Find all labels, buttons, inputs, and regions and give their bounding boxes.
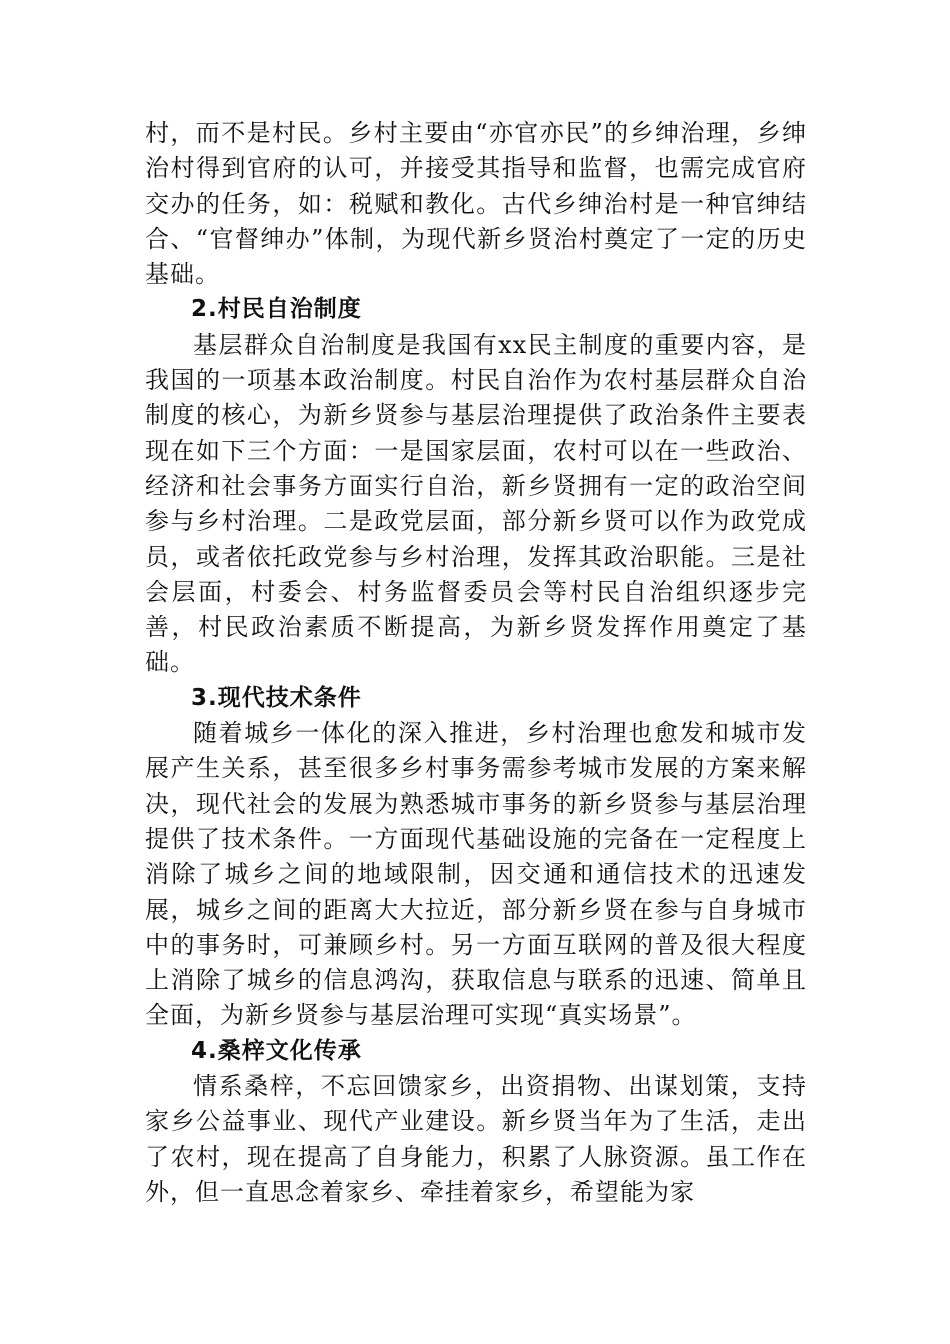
paragraph-villager-autonomy: 基层群众自治制度是我国有xx民主制度的重要内容，是我国的一项基本政治制度。村民自治作为农村基层群众自治制度的核心，为新乡贤参与基层治理提供了政治条件主要表现在如下三个方面：一是国家层面，农村可以在一些政治、经济和社会事务方面实行自治，新乡贤拥有一定的政治空间参与乡村治理。二是政党层面，部分新乡贤可以作为政党成员，或者依托政党参与乡村治理，发挥其政治职能。三是社会层面，村委会、村务监督委员会等村民自治组织逐步完善，村民政治素质不断提高，为新乡贤发挥作用奠定了基础。 <box>145 330 807 677</box>
paragraph-modern-technology: 随着城乡一体化的深入推进，乡村治理也愈发和城市发展产生关系，甚至很多乡村事务需参考城市发展的方案来解决，现代社会的发展为熟悉城市事务的新乡贤参与基层治理提供了技术条件。一方面现代基础设施的完备在一定程度上消除了城乡之间的地域限制，因交通和通信技术的迅速发展，城乡之间的距离大大拉近，部分新乡贤在参与自身城市中的事务时，可兼顾乡村。另一方面互联网的普及很大程度上消除了城乡的信息鸿沟，获取信息与联系的迅速、简单且全面，为新乡贤参与基层治理可实现“真实场景”。 <box>145 719 807 1030</box>
paragraph-continued: 村，而不是村民。乡村主要由“亦官亦民”的乡绅治理，乡绅治村得到官府的认可，并接受其指导和监督，也需完成官府交办的任务，如：税赋和教化。古代乡绅治村是一种官绅结合、“官督绅办”体制，为现代新乡贤治村奠定了一定的历史基础。 <box>145 119 807 289</box>
document-page <box>145 116 807 1210</box>
section-heading-villager-autonomy: 2.村民自治制度 <box>191 296 362 323</box>
paragraph-hometown-culture: 情系桑梓，不忘回馈家乡，出资捐物、出谋划策，支持家乡公益事业、现代产业建设。新乡贤当年为了生活，走出了农村，现在提高了自身能力，积累了人脉资源。虽工作在外，但一直思念着家乡、牵挂着家乡，希望能为家 <box>145 1072 807 1206</box>
section-heading-modern-technology: 3.现代技术条件 <box>191 684 362 711</box>
section-heading-hometown-culture: 4.桑梓文化传承 <box>191 1037 362 1064</box>
